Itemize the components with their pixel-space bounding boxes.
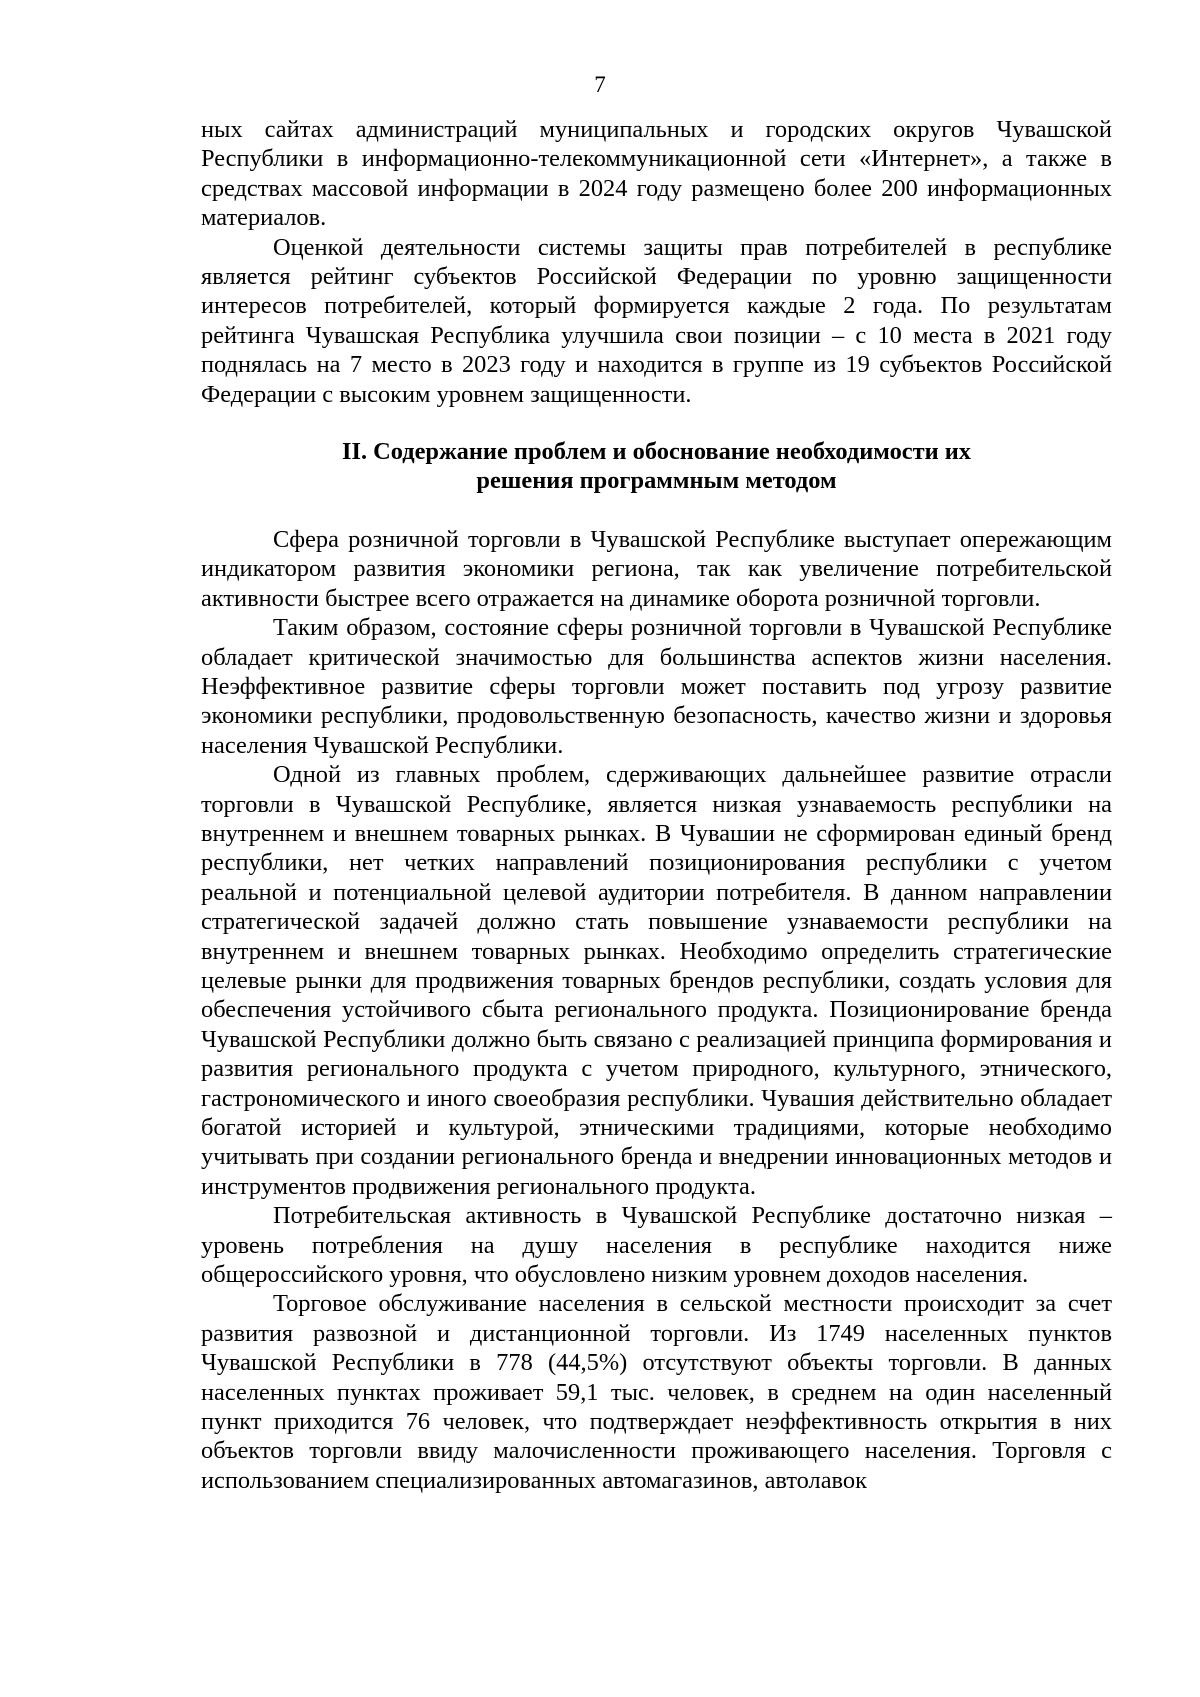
section-heading-line-1: II. Содержание проблем и обоснование необходимости их [341, 438, 971, 466]
document-body [201, 115, 1112, 1495]
paragraph: Торговое обслуживание населения в сельской местности происходит за счет развития развозной и дистанционной торговли. Из 1749 населенных пунктов Чувашской Республики в 778 (44,5%) отсутствуют объекты торговли. В данных населенных пунктах проживает 59,1 тыс. человек, в среднем на один населенный пункт приходится 76 человек, что подтверждает неэффективность открытия в них объектов торговли ввиду малочисленности проживающего населения. Торговля с использованием специализированных автомагазинов, автолавок [201, 1290, 1112, 1494]
paragraph: Потребительская активность в Чувашской Республике достаточно низкая – уровень потребления на душу населения в республике находится ниже общероссийского уровня, что обусловлено низким уровнем доходов населения. [201, 1202, 1112, 1289]
paragraph: ных сайтах администраций муниципальных и городских округов Чувашской Республики в информационно-телекоммуникационной сети «Интернет», а также в средствах массовой информации в 2024 году размещено более 200 информационных материалов. [201, 116, 1112, 232]
section-heading [201, 437, 1112, 496]
paragraph: Оценкой деятельности системы защиты прав потребителей в республике является рейтинг субъектов Российской Федерации по уровню защищенности интересов потребителей, который формируется каждые 2 года. По результатам рейтинга Чувашская Республика улучшила свои позиции – с 10 места в 2021 году поднялась на 7 место в 2023 году и находится в группе из 19 субъектов Российской Федерации с высоким уровнем защищенности. [201, 233, 1112, 408]
paragraph: Одной из главных проблем, сдерживающих дальнейшее развитие отрасли торговли в Чувашской Республике, является низкая узнаваемость республики на внутреннем и внешнем товарных рынках. В Чувашии не сформирован единый бренд республики, нет четких направлений позиционирования республики с учетом реальной и потенциальной целевой аудитории потребителя. В данном направлении стратегической задачей должно стать повышение узнаваемости республики на внутреннем и внешнем товарных рынках. Необходимо определить стратегические целевые рынки для продвижения товарных брендов республики, создать условия для обеспечения устойчивого сбыта регионального продукта. Позиционирование бренда Чувашской Республики должно быть связано с реализацией принципа формирования и развития регионального продукта с учетом природного, культурного, этнического, гастрономического и иного своеобразия республики. Чувашия действительно обладает богатой историей и культурой, этническими традициями, которые необходимо учитывать при создании регионального бренда и внедрении инновационных методов и инструментов продвижения регионального продукта. [201, 761, 1112, 1200]
paragraph: Сфера розничной торговли в Чувашской Республике выступает опережающим индикатором развития экономики региона, так как увеличение потребительской активности быстрее всего отражается на динамике оборота розничной торговли. [201, 525, 1112, 612]
section-heading-line-2: решения программным методом [476, 467, 837, 495]
page-number: 7 [594, 72, 606, 97]
paragraph: Таким образом, состояние сферы розничной торговли в Чувашской Республике обладает критической значимостью для большинства аспектов жизни населения. Неэффективное развитие сферы торговли может поставить под угрозу развитие экономики республики, продовольственную безопасность, качество жизни и здоровья населения Чувашской Республики. [201, 614, 1112, 759]
